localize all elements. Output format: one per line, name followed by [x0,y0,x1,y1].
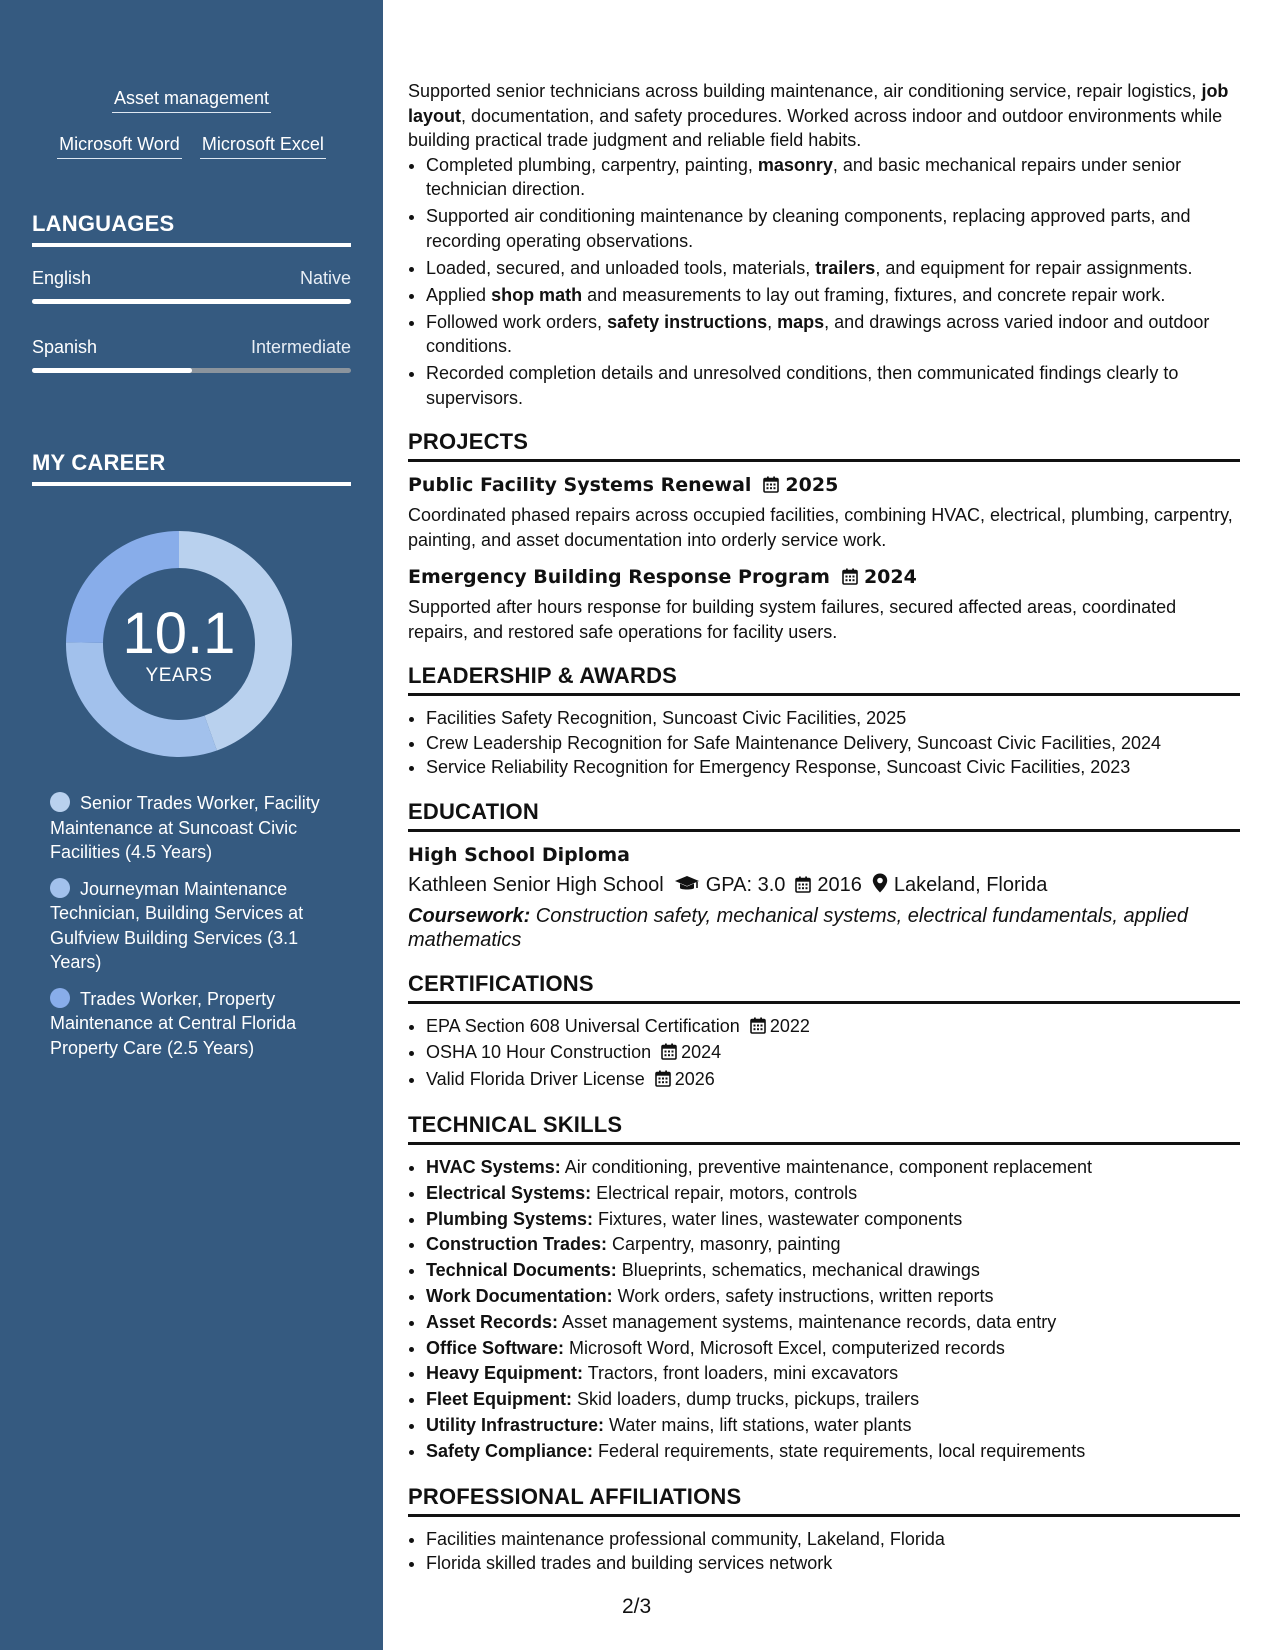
skill-item [426,1284,1240,1310]
certification-year: 2024 [681,1042,722,1062]
experience-bullet: • Supported air conditioning maintenance by cleaning components, replacing approved parts, and recording operating observations. [426,204,1240,253]
project-item [408,564,1240,644]
career-donut-chart [66,531,292,757]
skill-label: Electrical Systems: [426,1182,592,1203]
skill-label: Construction Trades: [426,1234,608,1255]
skill-label: Work Documentation: [426,1285,613,1306]
certification-name: OSHA 10 Hour Construction [426,1042,652,1062]
technical-skills-heading: TECHNICAL SKILLS [408,1112,1240,1145]
skill-value: Carpentry, masonry, painting [607,1234,841,1255]
language-proficiency-fill [32,299,351,304]
skill-item [426,1155,1240,1181]
affiliation-item: • Florida skilled trades and building services network [426,1551,1240,1576]
project-name: Public Facility Systems Renewal [408,474,752,496]
project-description: Coordinated phased repairs across occupied facilities, combining HVAC, electrical, plumbing, carpentry, painting, and asset documentation into orderly service work. [408,505,1233,550]
skill-chips [0,87,383,179]
certification-name: EPA Section 608 Universal Certification [426,1015,740,1036]
skill-item [426,1232,1240,1258]
education-meta [408,870,1240,902]
awards-list [408,706,1240,780]
skill-item [426,1387,1240,1413]
skill-chip-row [0,87,383,113]
career-legend-item [50,877,320,975]
legend-dot [50,988,70,1008]
career-legend-item [50,791,320,865]
language-level: Intermediate [250,337,351,357]
sidebar [0,0,383,1650]
project-year: 2024 [863,566,917,588]
affiliation-item: • Facilities maintenance professional community, Lakeland, Florida [426,1527,1240,1552]
career-total-years: 10.1 [122,601,236,666]
certification-year: 2026 [674,1068,715,1089]
skill-item [426,1361,1240,1387]
certification-year: 2022 [769,1015,810,1036]
skill-item [426,1310,1240,1336]
skill-value: Fixtures, water lines, wastewater components [593,1208,963,1229]
language-proficiency-fill [32,368,192,373]
project-description: Supported after hours response for building system failures, secured affected areas, coordinated repairs, and restored safe operations for facility users. [408,597,1177,642]
skill-value: Microsoft Word, Microsoft Excel, computerized records [564,1337,1005,1358]
award-item: • Facilities Safety Recognition, Suncoast Civic Facilities, 2025 [426,706,1240,731]
skill-value: Air conditioning, preventive maintenance, component replacement [560,1157,1093,1177]
calendar-icon [661,1042,677,1067]
skill-item [426,1439,1240,1465]
location-pin-icon [872,872,888,902]
skill-label: Heavy Equipment: [426,1363,584,1384]
experience-bullet: • Followed work orders, safety instructions, maps, and drawings across varied indoor and outdoor conditions. [426,310,1240,359]
calendar-icon [655,1069,671,1094]
certifications-heading: CERTIFICATIONS [408,971,1240,1004]
career-total-unit: YEARS [145,665,213,686]
education-gpa: GPA: 3.0 [705,873,786,896]
project-name: Emergency Building Response Program [408,566,830,588]
career-legend-item [50,987,320,1061]
skill-value: Tractors, front loaders, mini excavators [583,1363,899,1384]
calendar-icon [763,474,779,500]
skill-item [426,1336,1240,1362]
experience-bullet: • Recorded completion details and unresolved conditions, then communicated findings clearly to supervisors. [426,361,1240,410]
project-item [408,472,1240,552]
skill-item [426,1258,1240,1284]
career-donut-center [66,531,292,757]
skill-label: Safety Compliance: [426,1440,594,1461]
experience-bullet: • Completed plumbing, carpentry, painting, masonry, and basic mechanical repairs under senior technician direction. [426,153,1240,202]
technical-skills-list [408,1155,1240,1465]
skill-item [426,1181,1240,1207]
calendar-icon [795,872,811,902]
languages-heading: LANGUAGES [32,211,351,247]
language-spanish [32,337,351,373]
coursework-label: Coursework: [408,904,531,927]
skill-value: Skid loaders, dump trucks, pickups, trailers [572,1389,920,1410]
experience-bullet: • Loaded, secured, and unloaded tools, materials, trailers, and equipment for repair assignments. [426,256,1240,281]
skill-label: Utility Infrastructure: [426,1414,605,1435]
education-school: Kathleen Senior High School [408,873,664,896]
language-proficiency-bar [32,299,351,304]
language-proficiency-bar [32,368,351,373]
skill-chip: Microsoft Word [57,133,182,159]
affiliations-heading: PROFESSIONAL AFFILIATIONS [408,1484,1240,1517]
skill-chip: Microsoft Excel [200,133,326,159]
education-heading: EDUCATION [408,799,1240,832]
skill-value: Work orders, safety instructions, written reports [612,1285,994,1306]
career-heading: MY CAREER [32,450,351,486]
language-name: English [32,268,92,288]
skill-value: Federal requirements, state requirements, local requirements [593,1440,1086,1461]
graduation-cap-icon [674,872,700,902]
education-year: 2016 [817,873,862,896]
page-number: 2/3 [622,1595,652,1618]
projects-heading: PROJECTS [408,429,1240,462]
skill-label: HVAC Systems: [426,1157,561,1177]
experience-bullet: • Applied shop math and measurements to lay out framing, fixtures, and concrete repair work. [426,283,1240,308]
education-coursework [408,904,1240,952]
career-item-text: Senior Trades Worker, Facility Maintenance at Suncoast Civic Facilities (4.5 Years) [50,793,320,862]
skill-value: Blueprints, schematics, mechanical drawings [616,1260,980,1281]
coursework-text: Construction safety, mechanical systems, electrical fundamentals, applied mathematics [408,904,1188,951]
award-item: • Service Reliability Recognition for Emergency Response, Suncoast Civic Facilities, 2023 [426,755,1240,780]
awards-heading: LEADERSHIP & AWARDS [408,663,1240,696]
main-content [408,79,1240,1576]
skill-label: Technical Documents: [426,1260,617,1281]
language-english [32,268,351,304]
certification-item [426,1040,1240,1067]
language-level: Native [299,268,351,288]
certifications-list [408,1014,1240,1094]
skill-item [426,1413,1240,1439]
project-year: 2025 [785,474,839,496]
experience-summary: Supported senior technicians across building maintenance, air conditioning service, repair logistics, job layout, documentation, and safety procedures. Worked across indoor and outdoor environments while building practical trade judgment and reliable field habits. [408,81,1229,150]
legend-dot [50,792,70,812]
certification-item [426,1067,1240,1094]
skill-chip: Asset management [112,87,271,113]
career-item-text: Trades Worker, Property Maintenance at Central Florida Property Care (2.5 Years) [50,988,297,1058]
skill-chip-row [0,133,383,159]
skill-item [426,1207,1240,1233]
calendar-icon [842,566,858,592]
career-legend [50,791,320,1072]
certification-item [426,1014,1240,1041]
language-name: Spanish [32,337,98,357]
education-degree: High School Diploma [408,843,630,866]
award-item: • Crew Leadership Recognition for Safe Maintenance Delivery, Suncoast Civic Facilities, 2024 [426,731,1240,756]
calendar-icon [750,1016,766,1041]
skill-label: Fleet Equipment: [426,1389,573,1410]
experience-bullets [408,153,1240,411]
skill-value: Asset management systems, maintenance records, data entry [558,1311,1057,1332]
skill-label: Office Software: [426,1337,565,1358]
affiliations-list [408,1527,1240,1576]
certification-name: Valid Florida Driver License [426,1068,645,1089]
skill-value: Water mains, lift stations, water plants [604,1414,912,1435]
education-location: Lakeland, Florida [893,873,1048,896]
skill-label: Asset Records: [426,1311,559,1332]
skill-value: Electrical repair, motors, controls [591,1182,858,1203]
legend-dot [50,878,70,898]
career-item-text: Journeyman Maintenance Technician, Building Services at Gulfview Building Services (3.1 Years) [50,878,304,972]
skill-label: Plumbing Systems: [426,1208,594,1229]
